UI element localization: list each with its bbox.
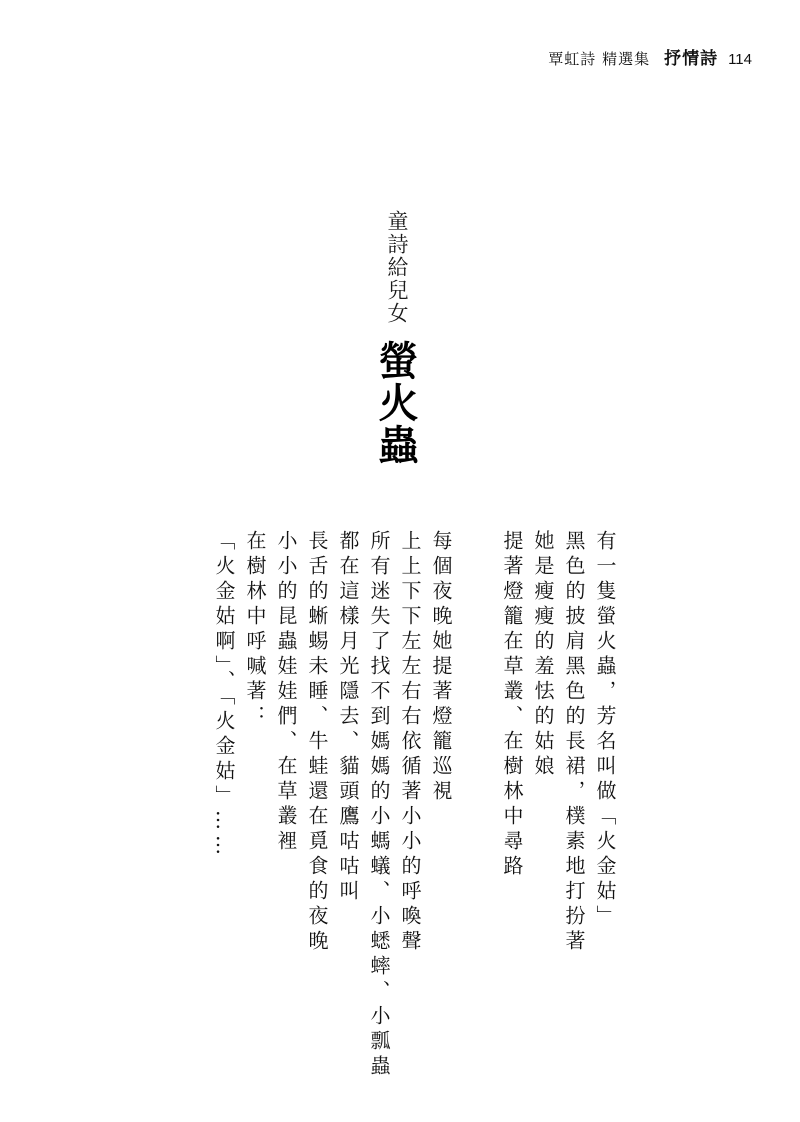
poem-line: 上上下下左左右右依循著小小的呼喚聲 — [398, 530, 422, 955]
stanza — [496, 530, 620, 1070]
poem-line: 每個夜晚她提著燈籠巡視 — [429, 530, 453, 805]
poem-line: 長舌的蜥蜴未睡、牛蛙還在覓食的夜晚 — [305, 530, 329, 955]
poem-line: 黑色的披肩黑色的長裙，樸素地打扮著 — [562, 530, 586, 955]
section-title: 抒情詩 — [664, 49, 719, 69]
series-title: 童詩給兒女 — [385, 210, 409, 325]
poem-line: 她是瘦瘦的羞怯的姑娘 — [531, 530, 555, 780]
stanza — [208, 530, 456, 1080]
poem-line: 提著燈籠在草叢、在樹林中尋路 — [500, 530, 524, 880]
poem-line: 在樹林中呼喊著： — [243, 530, 267, 730]
poem-line: 小小的昆蟲娃娃們、在草叢裡 — [274, 530, 298, 855]
poem-line: 有一隻螢火蟲，芳名叫做「火金姑」 — [593, 530, 617, 930]
poem-line: 所有迷失了找不到媽媽的小螞蟻、小蟋蟀、小瓢蟲 — [367, 530, 391, 1080]
poem-title: 螢火蟲 — [372, 340, 418, 466]
poem-line: 都在這樣月光隱去、貓頭鷹咕咕叫 — [336, 530, 360, 905]
page-number: 114 — [728, 51, 752, 68]
poem-body — [180, 530, 620, 1080]
poem-line: 「火金姑啊」、「火金姑」…… — [212, 530, 236, 860]
book-title: 覃虹詩 精選集 — [548, 50, 651, 68]
running-header — [548, 44, 752, 69]
